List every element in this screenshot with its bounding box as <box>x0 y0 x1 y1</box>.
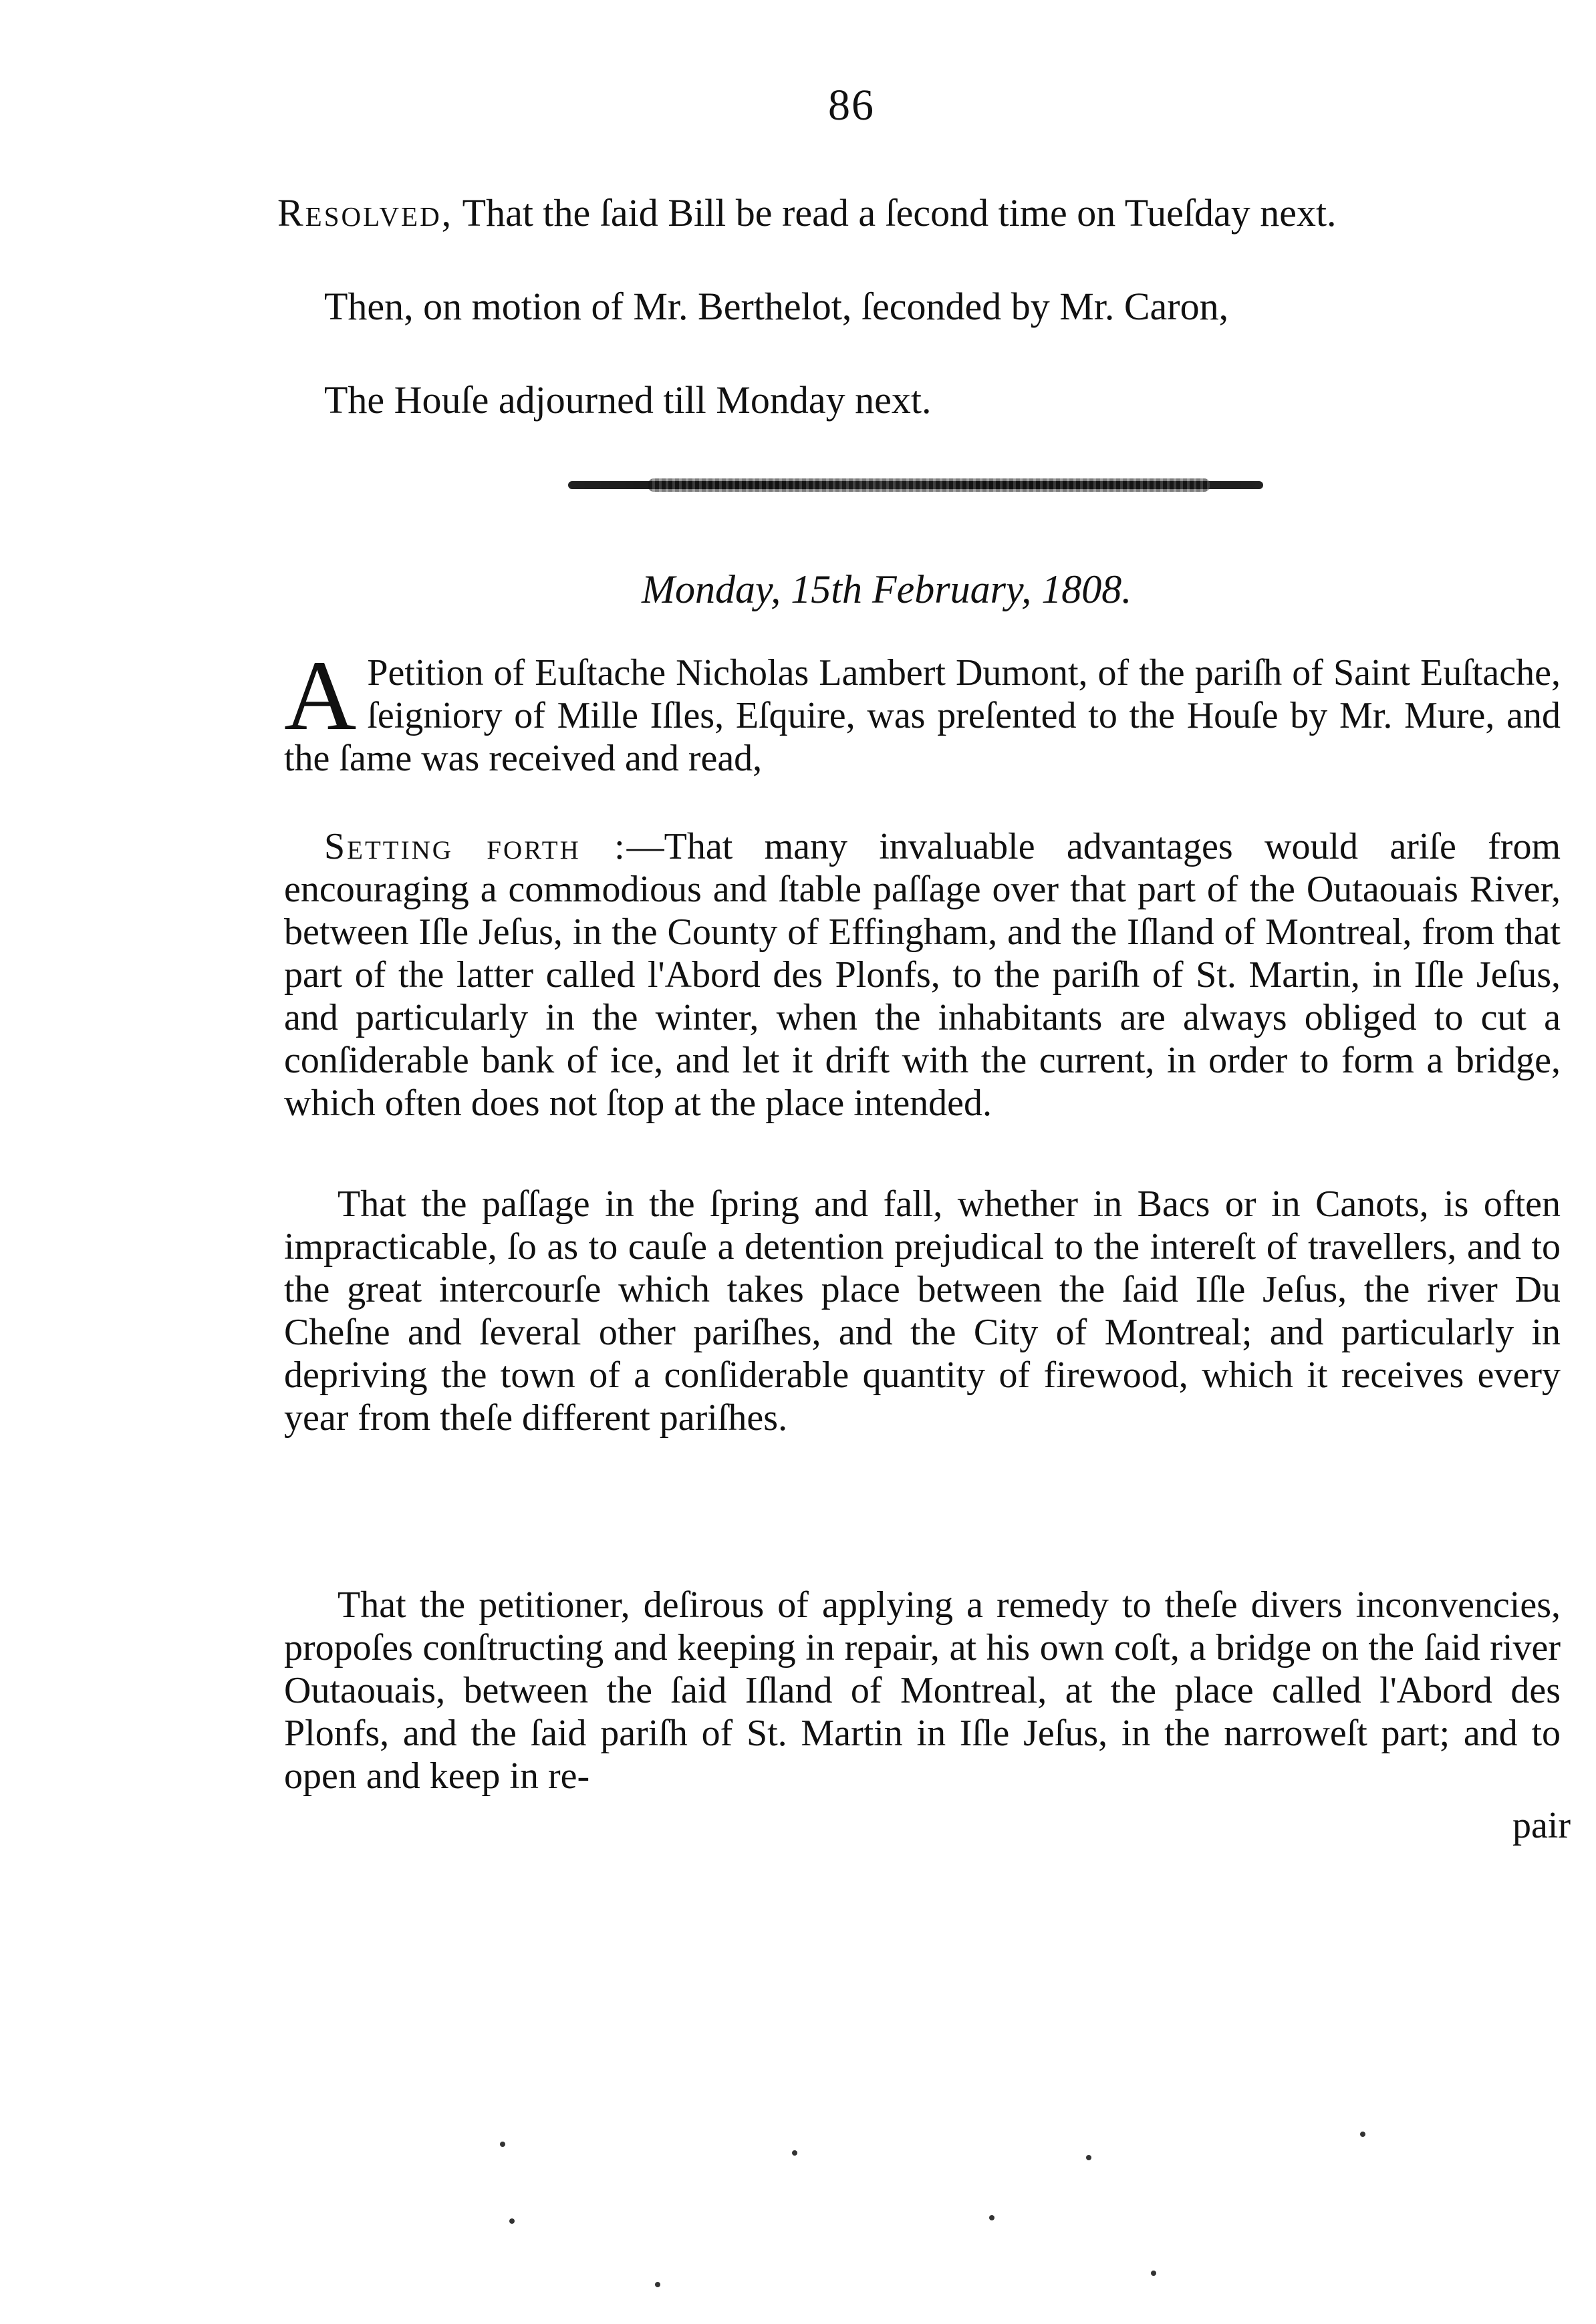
resolved-line <box>277 191 1337 235</box>
adjourned-line: The Houſe adjourned till Monday next. <box>324 378 932 422</box>
scan-speck <box>989 2215 994 2220</box>
petitioner-paragraph <box>284 1584 1561 1797</box>
scan-speck <box>1360 2132 1365 2137</box>
setting-forth-label: Setting forth : <box>324 826 627 867</box>
date-heading: Monday, 15th February, 1808. <box>642 567 1132 611</box>
motion-line: Then, on motion of Mr. Berthelot, ſeconded by Mr. Caron, <box>324 285 1229 328</box>
setting-forth-text: —That many invaluable advantages would ariſe from encouraging a commodious and ſtable paſſage over that part of the Outaouais River, between Iſle Jeſus, in the County of Effingham, and the Iſland of Montreal, from that part of the latter called l'Abord des Plonfs, to the pariſh of St. Martin, in Iſle Jeſus, and particularly in the winter, when the inhabitants are always obliged to cut a conſiderable bank of ice, and let it drift with the current, in order to form a bridge, which often does not ſtop at the place intended. <box>284 826 1561 1124</box>
scan-speck <box>655 2282 660 2287</box>
drop-cap-initial: A <box>284 640 357 751</box>
passage-paragraph <box>284 1183 1561 1439</box>
petition-text: Petition of Euſtache Nicholas Lambert Dumont, of the pariſh of Saint Euſtache, ſeigniory of Mille Iſles, Eſquire, was preſented to the Houſe by Mr. Mure, and the ſame was received and read, <box>284 652 1561 779</box>
petition-paragraph <box>284 640 1561 780</box>
section-divider <box>568 481 1263 489</box>
page-number: 86 <box>828 81 875 130</box>
resolved-label: Resolved, <box>277 191 454 235</box>
scan-speck <box>509 2218 515 2224</box>
passage-text: That the paſſage in the ſpring and fall, whether in Bacs or in Canots, is often impracticable, ſo as to cauſe a detention prejudical to the intereſt of travellers, and to the great intercourſe which takes place between the ſaid Iſle Jeſus, the river Du Cheſne and ſeveral other pariſhes, and the City of Montreal; and particularly in depriving the town of a conſiderable quantity of firewood, which it receives every year from theſe different pariſhes. <box>284 1183 1561 1439</box>
resolved-text: That the ſaid Bill be read a ſecond time on Tueſday next. <box>462 191 1337 235</box>
catchword: pair <box>1512 1805 1571 1846</box>
scan-speck <box>500 2142 505 2147</box>
setting-forth-paragraph <box>284 825 1561 1125</box>
petitioner-text: That the petitioner, deſirous of applying a remedy to theſe divers inconvencies, propoſes conſtructing and keeping in repair, at his own coſt, a bridge on the ſaid river Outaouais, between the ſaid Iſland of Montreal, at the place called l'Abord des Plonfs, and the ſaid pariſh of St. Martin in Iſle Jeſus, in the narroweſt part; and to open and keep in re- <box>284 1584 1561 1797</box>
scan-speck <box>1151 2271 1156 2276</box>
scan-speck <box>1086 2155 1091 2160</box>
scan-speck <box>792 2150 797 2156</box>
